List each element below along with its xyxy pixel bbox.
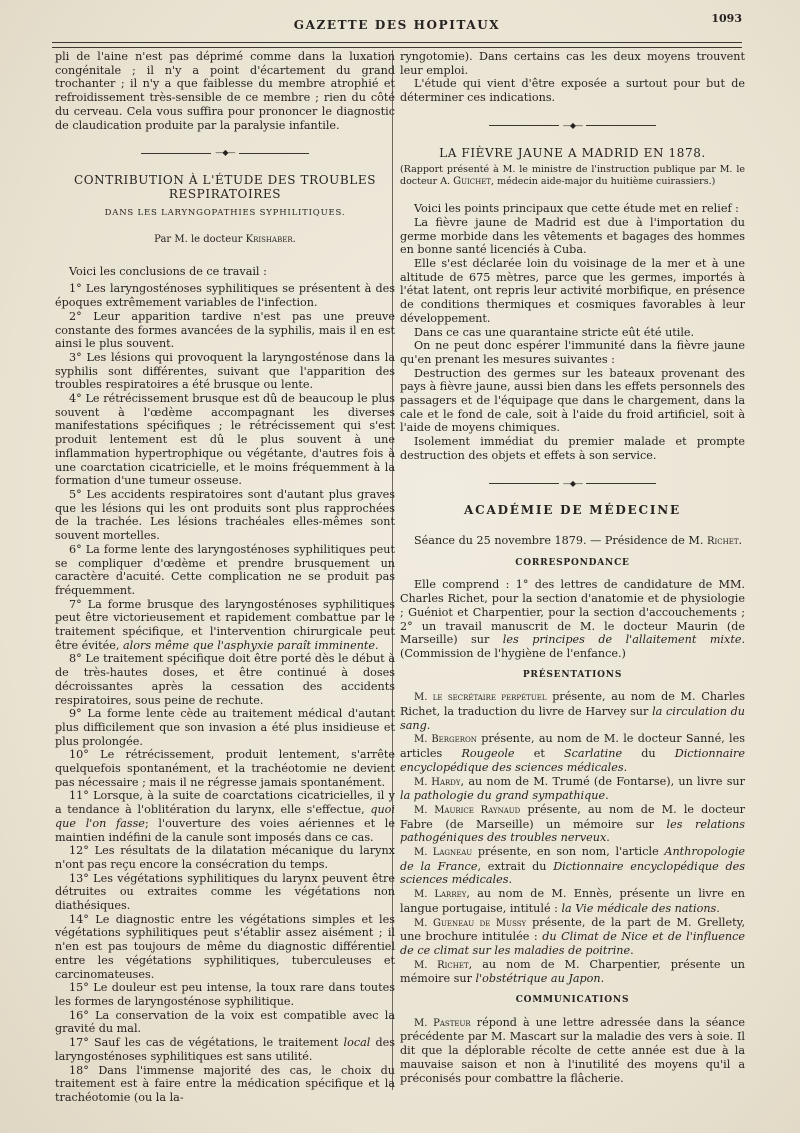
article-lead: Voici les conclusions de ce travail : [69, 264, 267, 278]
conclusion-item: 4° Le rétrécissement brusque est dû de beaucoup le plus souvent à l'œdème accompagnant les diverses manifestations spécifiques ; le rétrécissement qui s'est produit lentement est dû le plus souvent à une inflammation hypertrophique ou végétante, d'autres fois à une coarctation cicatricielle, et le moins fréquemment à la formation d'une tumeur osseuse. [55, 392, 395, 488]
right-column [400, 50, 745, 1085]
conclusion-item: 7° La forme brusque des laryngosténoses syphilitiques peut être victorieusement et rapidement combattue par le traitement spécifique, et l'intervention chirurgicale peut être évitée, alors même que l'asphyxie paraît imminente. [55, 597, 395, 652]
fievre-paragraph: Destruction des germes sur les bateaux provenant des pays à fièvre jaune, aussi bien dans les effets personnels des passagers et de l'équipage que dans le chargement, dans la cale et le fond de cale, soit à l'aide du froid artificiel, soit à l'aide de moyens chimiques. [400, 366, 745, 435]
conclusion-item: 11° Lorsque, à la suite de coarctations cicatricielles, il y a tendance à l'oblitération du larynx, elle s'effectue, quoi que l'on fasse; l'ouverture des voies aériennes et le maintien indéfini de la canule sont imposés dans ce cas. [55, 789, 396, 844]
correspondance-text: Elle comprend : 1° des lettres de candidature de MM. Charles Richet, pour la section d'anatomie et de physiologie ; Guéniot et Charpentier, pour la section d'accouchements ; 2° un travail manuscrit de M. le docteur Maurin (de Marseille) sur les principes de l'allaitement mixte. (Commission de l'hygiène de l'enfance.) [400, 578, 745, 660]
conclusion-item: 14° Le diagnostic entre les végétations simples et les végétations syphilitiques peut s'établir assez aisément ; il n'en est pas toujours de même du diagnostic différentiel entre les végétations syphilitiques, tuberculeuses et carcinomateuses. [55, 912, 395, 981]
continued-paragraph: pli de l'aine n'est pas déprimé comme dans la luxation congénitale ; il n'y a point d'écartement du grand trochanter ; il n'y a que faiblesse du membre atrophié et refroidissement très-sensible de ce membre ; rien du côté du cerveau. Cela vous suffira pour prononcer le diagnostic de claudication produite par la paralysie infantile. [55, 50, 395, 132]
page-number: 1093 [711, 12, 742, 25]
conclusion-item: 3° Les lésions qui provoquent la laryngosténose dans la syphilis sont différentes, suivant que l'apparition des troubles respiratoires a été brusque ou lente. [55, 350, 395, 392]
separator: —◆— [400, 477, 745, 491]
presentation-item: M. Gueneau de Mussy présente, de la part de M. Grellety, une brochure intitulée : du Climat de Nice et de l'influence de ce climat sur les maladies de poitrine. [400, 915, 745, 957]
fievre-paragraph: Isolement immédiat du premier malade et prompte destruction des objets et effets à son service. [400, 435, 745, 462]
separator: —◆— [400, 119, 745, 133]
seance-line: Séance du 25 novembre 1879. — Présidence de M. Richet. [414, 533, 743, 547]
article-title: CONTRIBUTION À L'ÉTUDE DES TROUBLES RESPIRATOIRES [73, 172, 377, 201]
conclusion-item: 12° Les résultats de la dilatation mécanique du larynx n'ont pas reçu encore la consécration du temps. [55, 844, 395, 871]
fievre-paragraph: Elle s'est déclarée loin du voisinage de la mer et à une altitude de 675 mètres, parce que les germes, importés à l'état latent, ont repris leur activité morbifique, en présence de conditions thermiques et cosmiques favorables à leur développement. [400, 257, 745, 325]
page-header [52, 14, 742, 38]
fievre-paragraph: Voici les points principaux que cette étude met en relief : [414, 202, 739, 216]
report-note: (Rapport présenté à M. le ministre de l'instruction publique par M. le docteur A. Guichet, médecin aide-major du huitième cuirassiers.) [400, 164, 745, 188]
conclusion-item: 15° Le douleur est peu intense, la toux rare dans toutes les formes de laryngosténose syphilitique. [55, 981, 395, 1008]
academie-title: ACADÉMIE DE MÉDECINE [464, 503, 681, 518]
communications-head: COMMUNICATIONS [515, 995, 630, 1006]
fievre-paragraph: Dans ce cas une quarantaine stricte eût été utile. [414, 325, 695, 339]
conclusion-item: 18° Dans l'immense majorité des cas, le choix du traitement est à faire entre la médication spécifique et la trachéotomie (ou la la- [55, 1063, 395, 1104]
conclusion-item: 6° La forme lente des laryngosténoses syphilitiques peut se compliquer d'œdème et prendre brusquement un caractère d'acuité. Cette complication ne se produit pas fréquemment. [55, 542, 395, 597]
presentation-item: M. le secrétaire perpétuel présente, au nom de M. Charles Richet, la traduction du livre de Harvey sur la circulation du sang. [400, 690, 745, 732]
presentation-item: M. Lagneau présente, en son nom, l'article Anthropologie de la France, extrait du Dictionnaire encyclopédique des sciences médicales. [400, 845, 746, 887]
continued-paragraph: ryngotomie). Dans certains cas les deux moyens trouvent leur emploi. [400, 50, 745, 77]
presentation-item: M. Bergeron présente, au nom de M. le docteur Sanné, les articles Rougeole et Scarlatine du Dictionnaire encyclopédique des sciences médicales. [400, 732, 745, 774]
presentation-item: M. Hardy, au nom de M. Trumé (de Fontarse), un livre sur la pathologie du grand sympathique. [400, 774, 745, 803]
conclusion-item: 2° Leur apparition tardive n'est pas une preuve constante des formes avancées de la syphilis, mais il en est ainsi le plus souvent. [55, 309, 395, 351]
header-rule [52, 42, 742, 48]
presentation-item: M. Richet, au nom de M. Charpentier, présente un mémoire sur l'obstétrique au Japon. [400, 957, 745, 986]
conclusion-item: 1° Les laryngosténoses syphilitiques se présentent à des époques extrêmement variables de l'infection. [55, 282, 395, 310]
conclusion-item: 16° La conservation de la voix est compatible avec la gravité du mal. [55, 1008, 395, 1036]
conclusion-item: 17° Sauf les cas de végétations, le traitement local des laryngosténoses syphilitiques est sans utilité. [55, 1036, 395, 1063]
presentations-head: PRÉSENTATIONS [522, 669, 623, 680]
fievre-paragraph: On ne peut donc espérer l'immunité dans la fièvre jaune qu'en prenant les mesures suivantes : [400, 339, 745, 366]
conclusion-item: 5° Les accidents respiratoires sont d'autant plus graves que les lésions qui les ont produits sont plus rapprochées de la trachée. Les lésions trachéales elles-mêmes sont souvent mortelles. [55, 487, 395, 543]
paragraph: L'étude qui vient d'être exposée a surtout pour but de déterminer ces indications. [400, 77, 745, 105]
presentation-item: M. Maurice Raynaud présente, au nom de M. le docteur Fabre (de Marseille) un mémoire sur les relations pathogéniques des troubles nerveux. [400, 802, 746, 845]
conclusion-item: 9° La forme lente cède au traitement médical d'autant plus difficilement que son invasion a été plus insidieuse et plus prolongée. [55, 707, 395, 748]
conclusion-item: 10° Le rétrécissement, produit lentement, s'arrête quelquefois spontanément, et la trachéotomie ne devient pas nécessaire ; mais il ne régresse jamais spontanément. [55, 748, 395, 789]
conclusion-item: 13° Les végétations syphilitiques du larynx peuvent être détruites ou extraites comme les végétations non diathésiques. [55, 871, 395, 913]
separator: —◆— [55, 146, 395, 160]
communication-item: M. Pasteur répond à une lettre adressée dans la séance précédente par M. Mascart sur la maladie des vers à soie. Il dit que la déplorable récolte de cette année est due à la mauvaise saison et non à l'inutilité des moyens qu'il a préconisés pour combattre la flâcherie. [400, 1015, 746, 1085]
article-subtitle: DANS LES LARYNGOPATHIES SYPHILITIQUES. [104, 208, 346, 219]
conclusion-item: 8° Le traitement spécifique doit être porté dès le début à de très-hautes doses, et être continué à doses décroissantes après la cessation des accidents respiratoires, sous peine de rechute. [55, 652, 395, 707]
fievre-title: LA FIÈVRE JAUNE A MADRID EN 1878. [439, 145, 706, 160]
presentation-item: M. Larrey, au nom de M. Ennès, présente un livre en langue portugaise, intitulé : la Vie médicale des nations. [400, 887, 745, 915]
running-title: GAZETTE DES HOPITAUX [293, 18, 501, 32]
fievre-paragraph: La fièvre jaune de Madrid est due à l'importation du germe morbide dans les vêtements et bagages des hommes en bonne santé licenciés à Cuba. [400, 215, 745, 257]
article-author: Par M. le docteur Krishaber. [154, 234, 296, 246]
correspondance-head: CORRESPONDANCE [515, 557, 630, 568]
left-column [55, 50, 395, 1105]
